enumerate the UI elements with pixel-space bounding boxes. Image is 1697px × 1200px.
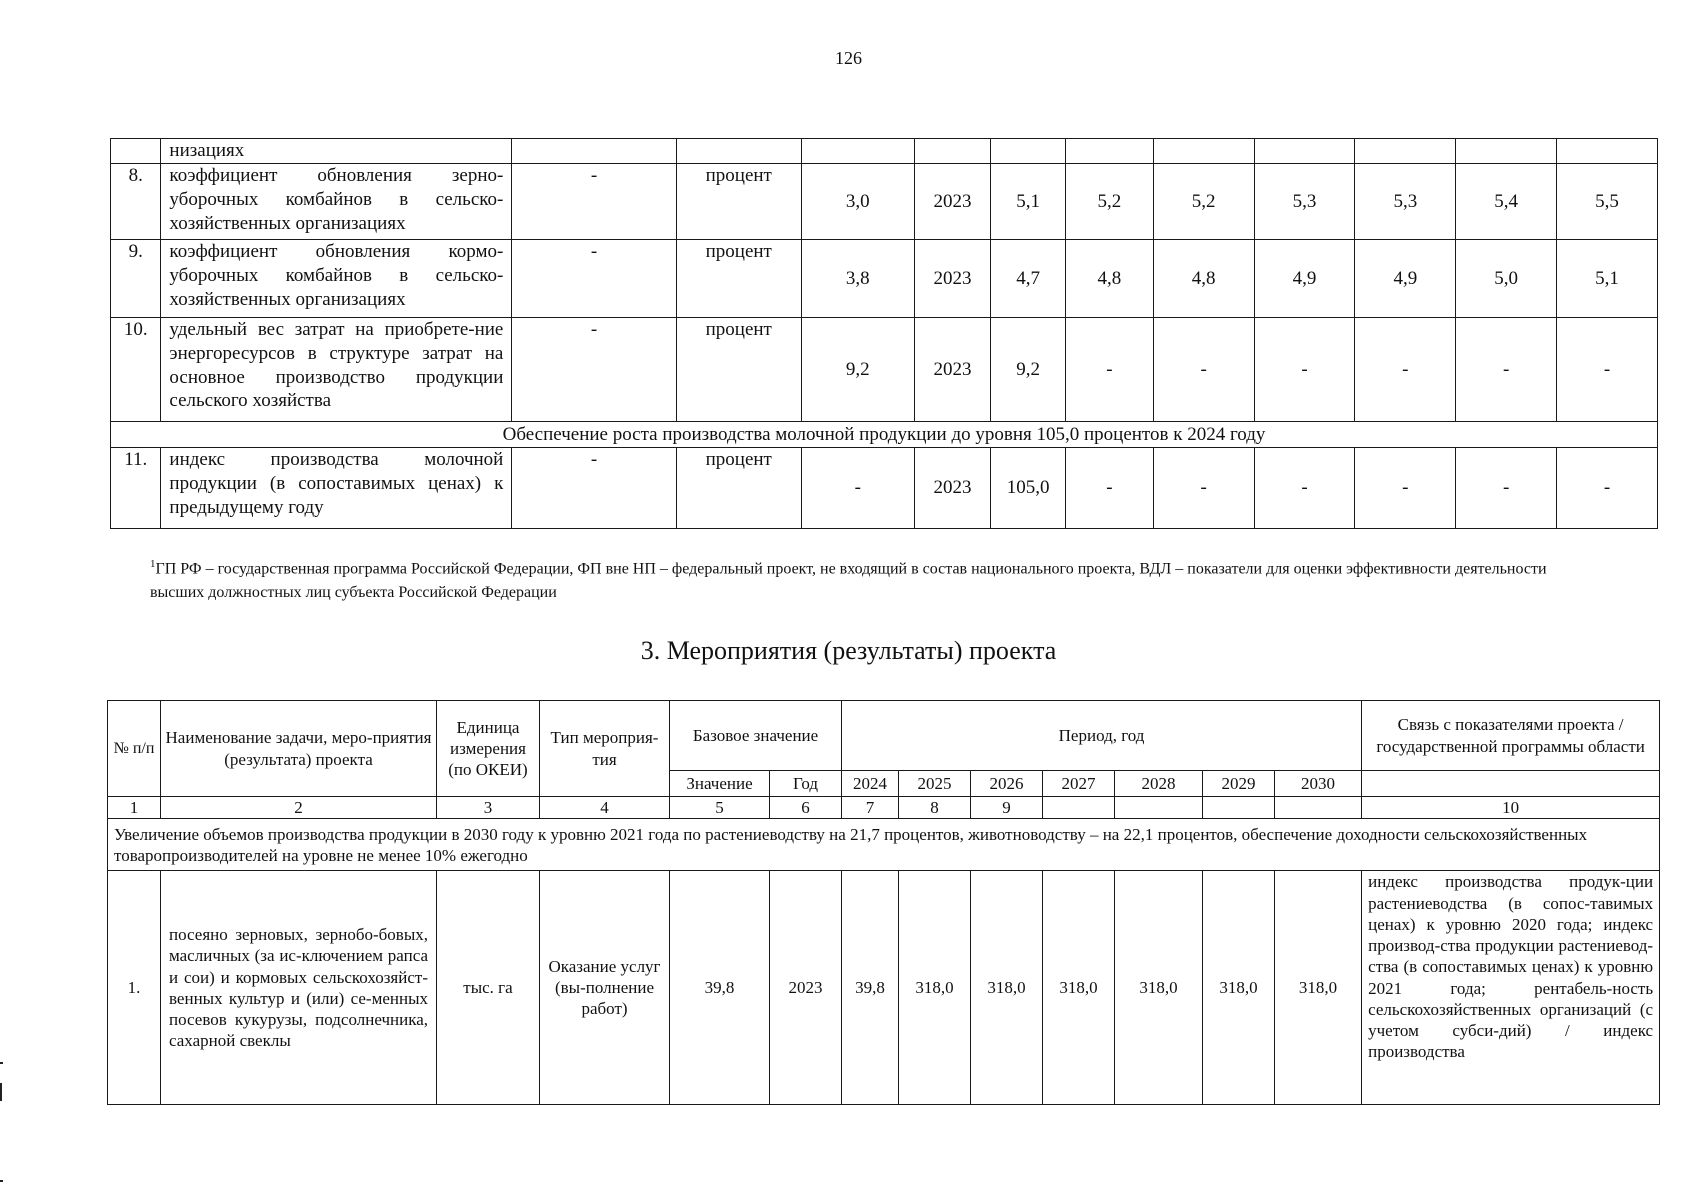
- header-year: Год: [770, 771, 842, 797]
- header-num: № п/п: [108, 701, 161, 797]
- section-title: Обеспечение роста производства молочной продукции до уровня 105,0 процентов к 2024 году: [111, 422, 1658, 448]
- header-type: Тип мероприя-тия: [540, 701, 670, 797]
- footnote-text: ГП РФ – государственная программа Российской Федерации, ФП вне НП – федеральный проект, не входящий в состав национального проекта, ВДЛ – показатели для оценки эффективности деятельности высших должностных лиц субъекта Российской Федерации: [150, 560, 1547, 602]
- header-value: Значение: [670, 771, 770, 797]
- table-row: [111, 139, 1658, 164]
- table-row: 8. коэффициент обновления зерно-уборочных комбайнов в сельско-хозяйственных организациях - процент 3,0 2023 5,1 5,2 5,2 5,3 5,3 5,4 5,5: [111, 164, 1658, 240]
- scan-edge-mark: [0, 1083, 2, 1101]
- table-row: 1. посеяно зерновых, зернобо-бовых, масличных (за ис-ключением рапса и сои) и кормовых сельскохозяйст-венных культур и (или) се-менных посевов кукурузы, подсолнечника, сахарной свеклы тыс. га Оказание услуг (вы-полнение работ) 39,8 2023 39,8 318,0 318,0 318,0 318,0 318,0 318,0 индекс производства продук-ции растениеводства (в сопос-тавимых ценах) к уровню 2020 года; индекс производ-ства продукции растениевод-ства (в сопоставимых ценах) к уровню 2021 года; рентабель-ность сельскохозяйственных организаций (с учетом субси-дий) / индекс производства: [108, 871, 1660, 1105]
- header-name: Наименование задачи, меро-приятия (результата) проекта: [161, 701, 437, 797]
- footnote-mark: 1: [150, 558, 156, 570]
- page-number: 126: [835, 48, 862, 68]
- column-numbers-row: 1 2 3 4 5 6 7 8 9 10: [108, 797, 1660, 819]
- continuation-text: низациях: [161, 139, 512, 164]
- goal-row: [108, 819, 1660, 871]
- header-row: [108, 701, 1660, 771]
- header-base: Базовое значение: [670, 701, 842, 771]
- goal-text: Увеличение объемов производства продукции в 2030 году к уровню 2021 года по растениеводству на 21,7 процентов, животноводству – на 22,1 процентов, обеспечение доходности сельскохозяйственных товаропроизводителей на уровне не менее 10% ежегодно: [108, 819, 1660, 871]
- footnote: [150, 556, 1570, 605]
- section-3-title: 3. Мероприятия (результаты) проекта: [640, 636, 1057, 665]
- table-row: 9. коэффициент обновления кормо-уборочных комбайнов в сельско-хозяйственных организациях - процент 3,8 2023 4,7 4,8 4,8 4,9 4,9 5,0 5,1: [111, 240, 1658, 318]
- table-row: 11. индекс производства молочной продукции (в сопоставимых ценах) к предыдущему году - процент - 2023 105,0 - - - - - -: [111, 448, 1658, 529]
- activities-table: [107, 700, 1660, 1105]
- scan-edge-mark: [0, 1062, 3, 1064]
- header-unit: Единица измерения (по ОКЕИ): [437, 701, 540, 797]
- indicators-table: [110, 138, 1658, 529]
- scan-edge-mark: [0, 1180, 3, 1182]
- header-link: Связь с показателями проекта / государственной программы области: [1362, 701, 1660, 771]
- header-row: Значение Год 2024 2025 2026 2027 2028 2029 2030: [108, 771, 1660, 797]
- header-period: Период, год: [842, 701, 1362, 771]
- section-row: [111, 422, 1658, 448]
- table-row: 10. удельный вес затрат на приобрете-ние энергоресурсов в структуре затрат на основное производство продукции сельского хозяйства - процент 9,2 2023 9,2 - - - - - -: [111, 318, 1658, 422]
